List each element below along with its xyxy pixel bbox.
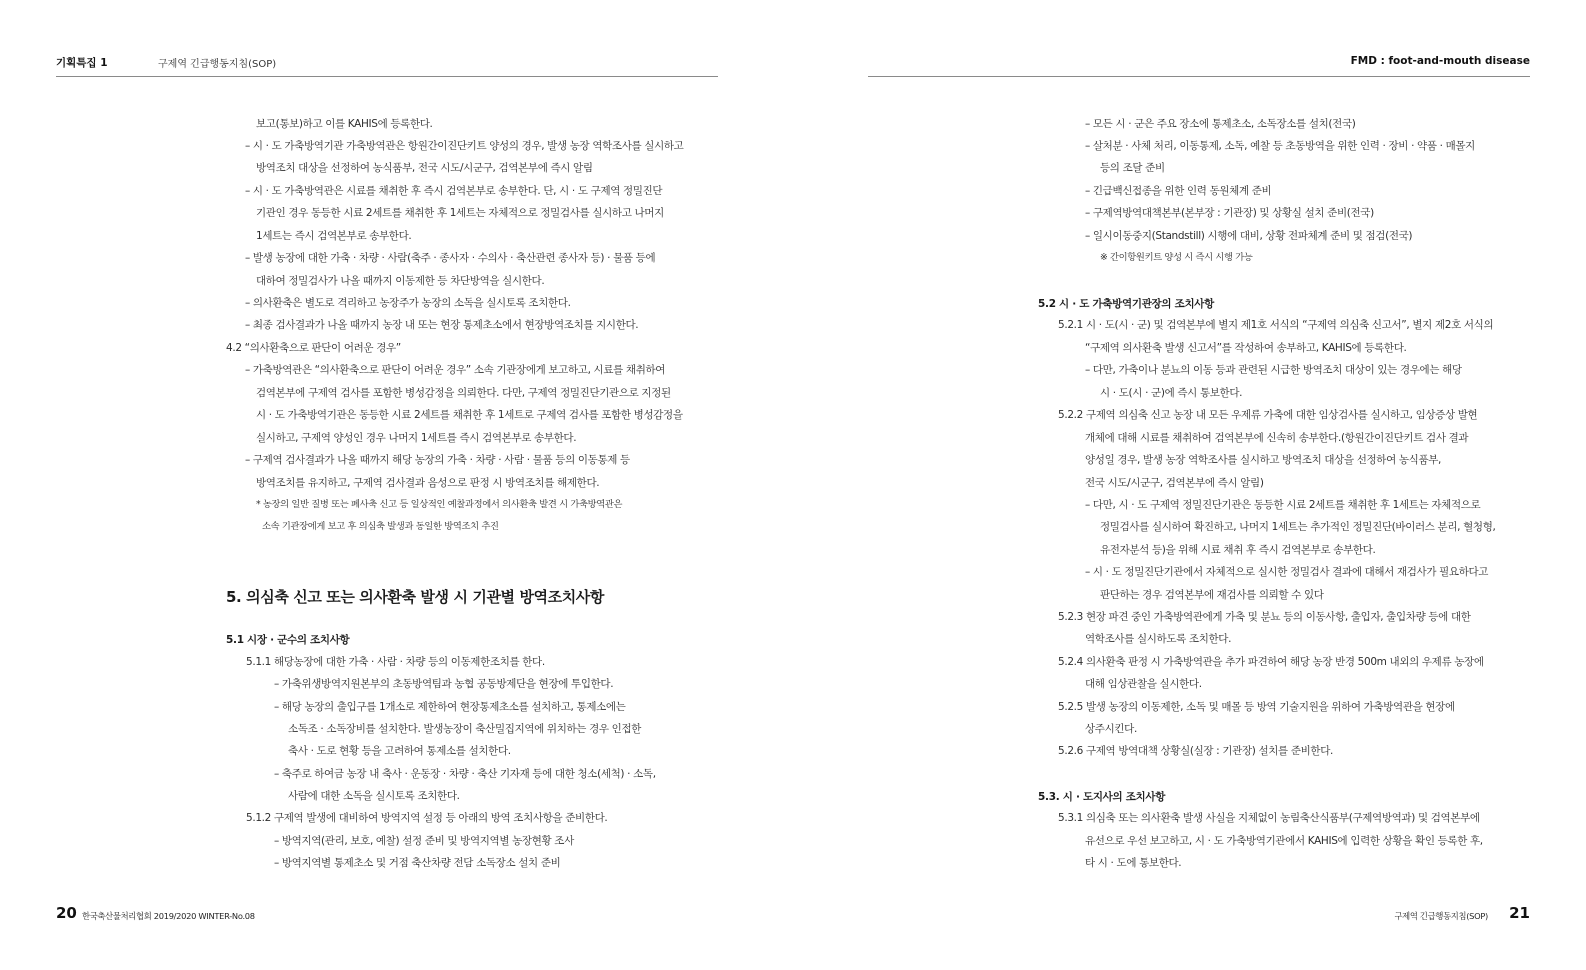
- text-line: 방역조치 대상을 선정하여 농식품부, 전국 시도/시군구, 검역본부에 즉시 알림: [256, 162, 593, 174]
- note-line: ※ 간이항원키트 양성 시 즉시 시행 가능: [1100, 252, 1253, 263]
- text-line: – 모든 시 · 군은 주요 장소에 통제초소, 소독장소를 설치(전국): [1085, 118, 1356, 130]
- text-line: – 축주로 하여금 농장 내 축사 · 운동장 · 차량 · 축산 기자재 등에 대한 청소(세척) · 소독,: [274, 768, 656, 780]
- text-line: 5.2.2 구제역 의심축 신고 농장 내 모든 우제류 가축에 대한 임상검사를 실시하고, 임상증상 발현: [1058, 409, 1478, 421]
- text-line: – 일시이동중지(Standstill) 시행에 대비, 상황 전파체계 준비 및 점검(전국): [1085, 230, 1413, 242]
- text-line: 5.1.1 해당농장에 대한 가축 · 사람 · 차량 등의 이동제한조치를 한다.: [246, 656, 545, 668]
- text-line: 실시하고, 구제역 양성인 경우 나머지 1세트를 즉시 검역본부로 송부한다.: [256, 432, 577, 444]
- text-line: 소독조 · 소독장비를 설치한다. 발생농장이 축산밀집지역에 위치하는 경우 인접한: [288, 723, 642, 735]
- subsection-heading: 5.2 시 · 도 가축방역기관장의 조치사항: [1038, 298, 1214, 310]
- text-line: 타 시 · 도에 통보한다.: [1085, 857, 1182, 869]
- section-label: 기획특집 1: [56, 57, 108, 69]
- subsection-heading: 4.2 “의사환축으로 판단이 어려운 경우”: [226, 342, 401, 354]
- text-line: – 가축방역관은 “의사환축으로 판단이 어려운 경우” 소속 기관장에게 보고하고, 시료를 채취하여: [245, 364, 666, 376]
- text-line: 유선으로 우선 보고하고, 시 · 도 가축방역기관에서 KAHIS에 입력한 상황을 확인 등록한 후,: [1085, 835, 1483, 847]
- text-line: 5.2.6 구제역 방역대책 상황실(실장 : 기관장) 설치를 준비한다.: [1058, 745, 1333, 757]
- page-number-left: 20: [56, 904, 77, 922]
- text-line: 검역본부에 구제역 검사를 포함한 병성감정을 의뢰한다. 다만, 구제역 정밀진단기관으로 지정된: [256, 387, 671, 399]
- text-line: – 발생 농장에 대한 가축 · 차량 · 사람(축주 · 종사자 · 수의사 · 축산관련 종사자 등) · 물품 등에: [245, 252, 656, 264]
- text-line: 판단하는 경우 검역본부에 재검사를 의뢰할 수 있다: [1100, 589, 1324, 601]
- text-line: 5.2.3 현장 파견 중인 가축방역관에게 가축 및 분뇨 등의 이동사항, 출입자, 출입차량 등에 대한: [1058, 611, 1471, 623]
- text-line: 시 · 도(시 · 군)에 즉시 통보한다.: [1100, 387, 1243, 399]
- document-subtitle: 구제역 긴급행동지침(SOP): [158, 59, 277, 70]
- text-line: 사람에 대한 소독을 실시토록 조치한다.: [288, 790, 460, 802]
- subsection-heading: 5.1 시장 · 군수의 조치사항: [226, 634, 350, 646]
- text-line: – 해당 농장의 출입구를 1개소로 제한하여 현장통제초소를 설치하고, 통제소에는: [274, 701, 626, 713]
- text-line: 양성일 경우, 발생 농장 역학조사를 실시하고 방역조치 대상을 선정하여 농식품부,: [1085, 454, 1442, 466]
- publication-info: 한국축산물처리협회 2019/2020 WINTER-No.08: [82, 911, 255, 921]
- text-line: 보고(통보)하고 이를 KAHIS에 등록한다.: [256, 118, 433, 130]
- text-line: 유전자분석 등)을 위해 시료 채취 후 즉시 검역본부로 송부한다.: [1100, 544, 1376, 556]
- text-line: 개체에 대해 시료를 채취하여 검역본부에 신속히 송부한다.(항원간이진단키트 검사 결과: [1085, 432, 1469, 444]
- text-line: 대해 임상관찰을 실시한다.: [1085, 678, 1202, 690]
- section-title: 5. 의심축 신고 또는 의사환축 발생 시 기관별 방역조치사항: [226, 588, 604, 606]
- text-line: – 다만, 가축이나 분뇨의 이동 등과 관련된 시급한 방역조치 대상이 있는 경우에는 해당: [1085, 364, 1462, 376]
- text-line: – 방역지역(관리, 보호, 예찰) 설정 준비 및 방역지역별 농장현황 조사: [274, 835, 574, 847]
- text-line: 5.3.1 의심축 또는 의사환축 발생 사실을 지체없이 농림축산식품부(구제역방역과) 및 검역본부에: [1058, 812, 1480, 824]
- page-number-right: 21: [1509, 904, 1530, 922]
- text-line: 대하여 정밀검사가 나올 때까지 이동제한 등 차단방역을 실시한다.: [256, 275, 545, 287]
- text-line: 기관인 경우 동등한 시료 2세트를 채취한 후 1세트는 자체적으로 정밀검사를 실시하고 나머지: [256, 207, 664, 219]
- text-line: – 다만, 시 · 도 구제역 정밀진단기관은 동등한 시료 2세트를 채취한 후 1세트는 자체적으로: [1085, 499, 1481, 511]
- text-line: – 가축위생방역지원본부의 초동방역팀과 농협 공동방제단을 현장에 투입한다.: [274, 678, 614, 690]
- text-line: 축사 · 도로 현황 등을 고려하여 통제소를 설치한다.: [288, 745, 511, 757]
- text-line: 5.1.2 구제역 발생에 대비하여 방역지역 설정 등 아래의 방역 조치사항을 준비한다.: [246, 812, 608, 824]
- right-header-label: FMD : foot-and-mouth disease: [1350, 55, 1530, 67]
- footnote-line: 소속 기관장에게 보고 후 의심축 발생과 동일한 방역조치 추진: [262, 521, 499, 532]
- text-line: 5.2.5 발생 농장의 이동제한, 소독 및 매몰 등 방역 기술지원을 위하여 가축방역관을 현장에: [1058, 701, 1455, 713]
- text-line: 1세트는 즉시 검역본부로 송부한다.: [256, 230, 412, 242]
- text-line: – 시 · 도 가축방역기관 가축방역관은 항원간이진단키트 양성의 경우, 발생 농장 역학조사를 실시하고: [245, 140, 684, 152]
- text-line: – 방역지역별 통제초소 및 거점 축산차량 전담 소독장소 설치 준비: [274, 857, 561, 869]
- text-line: 시 · 도 가축방역기관은 동등한 시료 2세트를 채취한 후 1세트로 구제역 검사를 포함한 병성감정을: [256, 409, 683, 421]
- text-line: 전국 시도/시군구, 검역본부에 즉시 알림): [1085, 477, 1264, 489]
- text-line: – 시 · 도 정밀진단기관에서 자체적으로 실시한 정밀검사 결과에 대해서 재검사가 필요하다고: [1085, 566, 1489, 578]
- text-line: “구제역 의사환축 발생 신고서”를 작성하여 송부하고, KAHIS에 등록한다.: [1085, 342, 1407, 354]
- text-line: 상주시킨다.: [1085, 723, 1137, 735]
- left-header-rule: [56, 76, 718, 77]
- text-line: – 의사환축은 별도로 격리하고 농장주가 농장의 소독을 실시토록 조치한다.: [245, 297, 571, 309]
- document-title-footer: 구제역 긴급행동지침(SOP): [1394, 911, 1488, 921]
- text-line: – 긴급백신접종을 위한 인력 동원체계 준비: [1085, 185, 1272, 197]
- text-line: – 최종 검사결과가 나올 때까지 농장 내 또는 현장 통제초소에서 현장방역조치를 지시한다.: [245, 319, 639, 331]
- text-line: – 구제역방역대책본부(본부장 : 기관장) 및 상황실 설치 준비(전국): [1085, 207, 1374, 219]
- text-line: 5.2.4 의사환축 판정 시 가축방역관을 추가 파견하여 해당 농장 반경 500m 내외의 우제류 농장에: [1058, 656, 1484, 668]
- text-line: 등의 조달 준비: [1100, 162, 1165, 174]
- footnote-line: * 농장의 일반 질병 또는 폐사축 신고 등 일상적인 예찰과정에서 의사환축 발견 시 가축방역관은: [256, 499, 623, 510]
- text-line: – 구제역 검사결과가 나올 때까지 해당 농장의 가축 · 차량 · 사람 · 물품 등의 이동통제 등: [245, 454, 630, 466]
- text-line: 정밀검사를 실시하여 확진하고, 나머지 1세트는 추가적인 정밀진단(바이러스 분리, 혈청형,: [1100, 521, 1496, 533]
- text-line: – 시 · 도 가축방역관은 시료를 채취한 후 즉시 검역본부로 송부한다. 단, 시 · 도 구제역 정밀진단: [245, 185, 663, 197]
- text-line: 역학조사를 실시하도록 조치한다.: [1085, 633, 1232, 645]
- subsection-heading: 5.3. 시 · 도지사의 조치사항: [1038, 791, 1166, 803]
- right-header-rule: [868, 76, 1530, 77]
- text-line: 5.2.1 시 · 도(시 · 군) 및 검역본부에 별지 제1호 서식의 “구제역 의심축 신고서”, 별지 제2호 서식의: [1058, 319, 1494, 331]
- text-line: 방역조치를 유지하고, 구제역 검사결과 음성으로 판정 시 방역조치를 해제한다.: [256, 477, 600, 489]
- text-line: – 살처분 · 사체 처리, 이동통제, 소독, 예찰 등 초동방역을 위한 인력 · 장비 · 약품 · 매몰지: [1085, 140, 1475, 152]
